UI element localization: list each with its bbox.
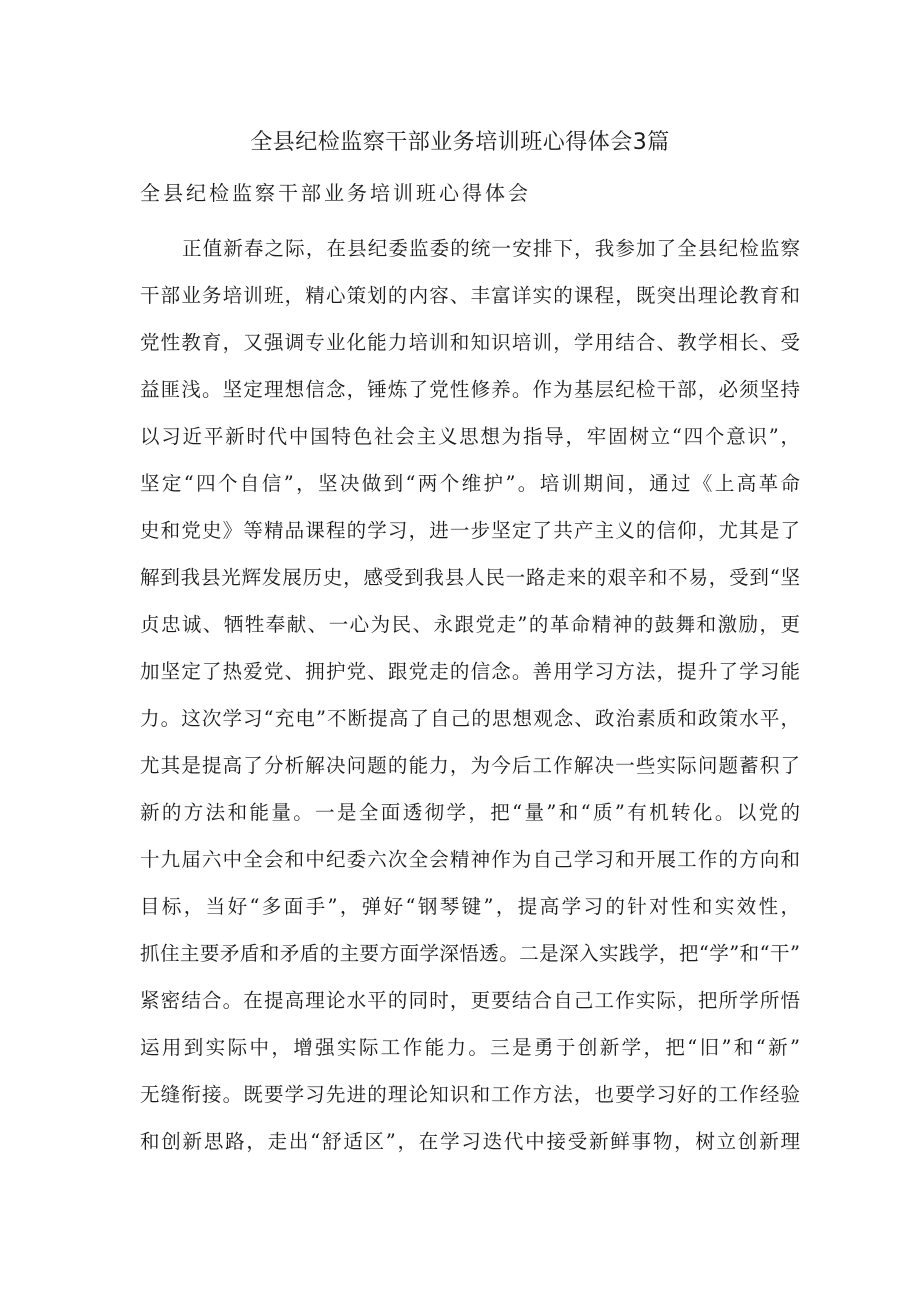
body-paragraph [140,225,800,1165]
paragraph-line: 史和党史》等精品课程的学习，进一步坚定了共产主义的信仰，尤其是了 [140,519,800,542]
paragraph-line: 和创新思路，走出“舒适区”，在学习迭代中接受新鲜事物，树立创新理 [140,1130,800,1153]
section-subtitle: 全县纪检监察干部业务培训班心得体会 [140,181,531,205]
paragraph-line: 干部业务培训班，精心策划的内容、丰富详实的课程，既突出理论教育和 [140,284,800,307]
paragraph-line: 十九届六中全会和中纪委六次全会精神作为自己学习和开展工作的方向和 [140,848,800,871]
paragraph-line: 尤其是提高了分析解决问题的能力，为今后工作解决一些实际问题蓄积了 [140,754,800,777]
paragraph-line: 坚定“四个自信”，坚决做到“两个维护”。培训期间，通过《上高革命 [140,472,800,495]
paragraph-line: 目标，当好“多面手”，弹好“钢琴键”，提高学习的针对性和实效性， [140,895,800,918]
paragraph-line: 益匪浅。坚定理想信念，锤炼了党性修养。作为基层纪检干部，必须坚持 [140,378,800,401]
paragraph-line: 以习近平新时代中国特色社会主义思想为指导，牢固树立“四个意识”， [140,425,800,448]
paragraph-line: 解到我县光辉发展历史，感受到我县人民一路走来的艰辛和不易，受到“坚 [140,566,800,589]
paragraph-line: 运用到实际中，增强实际工作能力。三是勇于创新学，把“旧”和“新” [140,1036,800,1059]
paragraph-line: 贞忠诚、牺牲奉献、一心为民、永跟党走”的革命精神的鼓舞和激励，更 [140,613,800,636]
paragraph-line: 无缝衔接。既要学习先进的理论知识和工作方法，也要学习好的工作经验 [140,1083,800,1106]
document-title: 全县纪检监察干部业务培训班心得体会3篇 [250,130,670,155]
paragraph-line: 紧密结合。在提高理论水平的同时，更要结合自己工作实际，把所学所悟 [140,989,800,1012]
paragraph-line: 力。这次学习“充电”不断提高了自己的思想观念、政治素质和政策水平， [140,707,800,730]
paragraph-line: 新的方法和能量。一是全面透彻学，把“量”和“质”有机转化。以党的 [140,801,800,824]
paragraph-line: 正值新春之际，在县纪委监委的统一安排下，我参加了全县纪检监察 [182,237,800,260]
paragraph-line: 加坚定了热爱党、拥护党、跟党走的信念。善用学习方法，提升了学习能 [140,660,800,683]
paragraph-line: 党性教育，又强调专业化能力培训和知识培训，学用结合、教学相长、受 [140,331,800,354]
paragraph-line: 抓住主要矛盾和矛盾的主要方面学深悟透。二是深入实践学，把“学”和“干” [140,942,800,965]
